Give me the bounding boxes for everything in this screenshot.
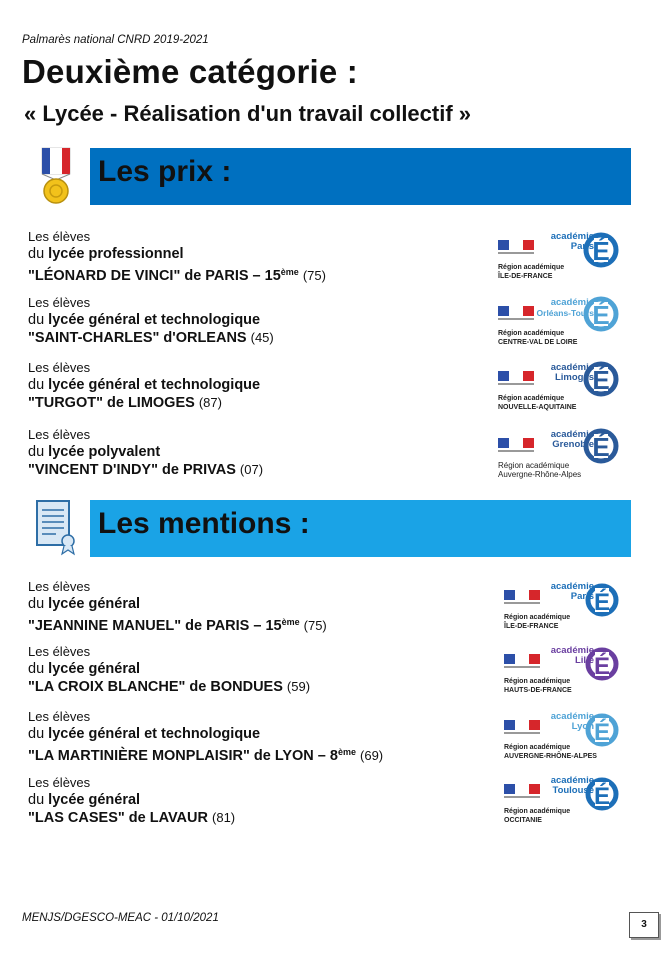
page-title: Deuxième catégorie : (22, 53, 358, 90)
school-type: lycée polyvalent (48, 444, 161, 460)
ordinal-suffix: ème (337, 747, 356, 757)
region-name: ÎLE-DE-FRANCE (498, 273, 553, 280)
entry-prefix: du (28, 596, 49, 612)
entry-intro: Les élèves (28, 229, 91, 244)
department-code: (45) (250, 330, 274, 345)
entry-intro: Les élèves (28, 427, 91, 442)
school-name: "SAINT-CHARLES" d'ORLEANS (28, 330, 247, 346)
entry-intro: Les élèves (28, 775, 91, 790)
school-type: lycée général et technologique (48, 377, 261, 393)
svg-text:É: É (593, 653, 611, 680)
region-label: Région académique (504, 808, 571, 815)
section-title-prix: Les prix : (98, 155, 232, 188)
academie-city: Orléans-Tours (536, 308, 594, 318)
region-name: NOUVELLE-AQUITAINE (498, 404, 577, 411)
academie-word: académie (550, 581, 594, 592)
entry-prefix: du (28, 726, 49, 742)
academie-logo-grenoble (496, 422, 626, 484)
region-label: Région académique (498, 395, 565, 402)
academie-word: académie (550, 297, 594, 308)
academie-logo-lille (502, 638, 632, 700)
school-type: lycée général (48, 661, 141, 677)
mention-entry-2 (28, 643, 468, 696)
svg-text:É: É (592, 365, 610, 395)
svg-text:É: É (593, 589, 611, 616)
academie-city: Lille (574, 655, 594, 666)
academie-logo-orleans-tours (496, 290, 626, 352)
ordinal-suffix: ème (281, 617, 300, 627)
entry-prefix: du (28, 246, 49, 262)
academie-city: Lyon (571, 721, 594, 732)
academie-word: académie (550, 775, 594, 786)
school-name: "TURGOT" de LIMOGES (28, 395, 195, 411)
school-name: "LAS CASES" de LAVAUR (28, 810, 208, 826)
svg-text:É: É (592, 236, 610, 266)
entry-intro: Les élèves (28, 709, 91, 724)
academie-logo-limoges (496, 355, 626, 417)
svg-text:É: É (593, 719, 611, 746)
academie-word: académie (550, 429, 594, 440)
region-name: AUVERGNE-RHÔNE-ALPES (504, 753, 597, 760)
department-code: (75) (302, 268, 326, 283)
academie-word: académie (550, 362, 594, 373)
prix-entry-4 (28, 426, 468, 479)
footer-reference: MENJS/DGESCO-MEAC - 01/10/2021 (22, 912, 219, 924)
school-type: lycée général et technologique (48, 312, 261, 328)
academie-city: Toulouse (552, 785, 594, 796)
section-title-mentions: Les mentions : (98, 507, 310, 540)
svg-text:É: É (593, 783, 611, 810)
section-band-prix (90, 148, 631, 205)
entry-prefix: du (28, 377, 49, 393)
region-label: Région académique (504, 678, 571, 685)
entry-prefix: du (28, 312, 49, 328)
department-code: (87) (198, 395, 222, 410)
region-name: CENTRE-VAL DE LOIRE (498, 339, 578, 346)
school-type: lycée général (48, 596, 141, 612)
academie-word: académie (550, 231, 594, 242)
school-name: "LÉONARD DE VINCI" de PARIS – 15 (28, 268, 281, 284)
department-code: (81) (212, 810, 236, 825)
page-number: 3 (629, 912, 659, 938)
entry-prefix: du (28, 792, 49, 808)
region-name: Auvergne-Rhône-Alpes (498, 470, 582, 479)
school-name: "LA MARTINIÈRE MONPLAISIR" de LYON – 8 (28, 748, 338, 764)
entry-intro: Les élèves (28, 644, 91, 659)
entry-intro: Les élèves (28, 295, 91, 310)
region-label: Région académique (498, 264, 565, 271)
entry-prefix: du (28, 661, 49, 677)
region-label: Région académique (498, 330, 565, 337)
entry-prefix: du (28, 444, 49, 460)
mention-entry-3 (28, 708, 468, 765)
academie-logo-paris (502, 574, 632, 636)
school-name: "JEANNINE MANUEL" de PARIS – 15 (28, 618, 282, 634)
svg-text:É: É (592, 432, 610, 462)
department-code: (69) (360, 748, 384, 763)
school-type: lycée professionnel (48, 246, 184, 262)
mention-entry-4 (28, 774, 468, 827)
entry-intro: Les élèves (28, 579, 91, 594)
region-label: Région académique (504, 744, 571, 751)
academie-logo-paris (496, 224, 626, 286)
school-type: lycée général (48, 792, 141, 808)
mention-entry-1 (28, 578, 468, 635)
academie-logo-toulouse (502, 768, 632, 830)
page-subtitle: « Lycée - Réalisation d'un travail collectif » (24, 101, 472, 126)
academie-city: Paris (570, 241, 594, 252)
region-label: Région académique (504, 614, 571, 621)
svg-text:É: É (592, 300, 610, 330)
department-code: (59) (286, 679, 311, 694)
department-code: (07) (239, 462, 264, 477)
region-name: OCCITANIE (504, 817, 542, 824)
entry-intro: Les élèves (28, 360, 91, 375)
prix-entry-1 (28, 228, 468, 285)
ordinal-suffix: ème (280, 267, 299, 277)
region-name: HAUTS-DE-FRANCE (504, 687, 572, 694)
school-type: lycée général et technologique (48, 726, 261, 742)
region-name: ÎLE-DE-FRANCE (504, 623, 559, 630)
school-name: "VINCENT D'INDY" de PRIVAS (28, 462, 236, 478)
academie-city: Paris (570, 591, 594, 602)
academie-word: académie (550, 711, 594, 722)
academie-city: Limoges (554, 372, 594, 383)
certificate-icon (34, 497, 78, 557)
medal-icon (36, 146, 76, 206)
school-name: "LA CROIX BLANCHE" de BONDUES (28, 679, 283, 695)
header-note: Palmarès national CNRD 2019-2021 (22, 34, 209, 46)
academie-city: Grenoble (552, 439, 594, 450)
prix-entry-2 (28, 294, 468, 347)
prix-entry-3 (28, 359, 468, 412)
region-label: Région académique (498, 461, 570, 470)
academie-logo-lyon (502, 704, 632, 766)
academie-word: académie (550, 645, 594, 656)
section-band-mentions (90, 500, 631, 557)
department-code: (75) (303, 618, 327, 633)
